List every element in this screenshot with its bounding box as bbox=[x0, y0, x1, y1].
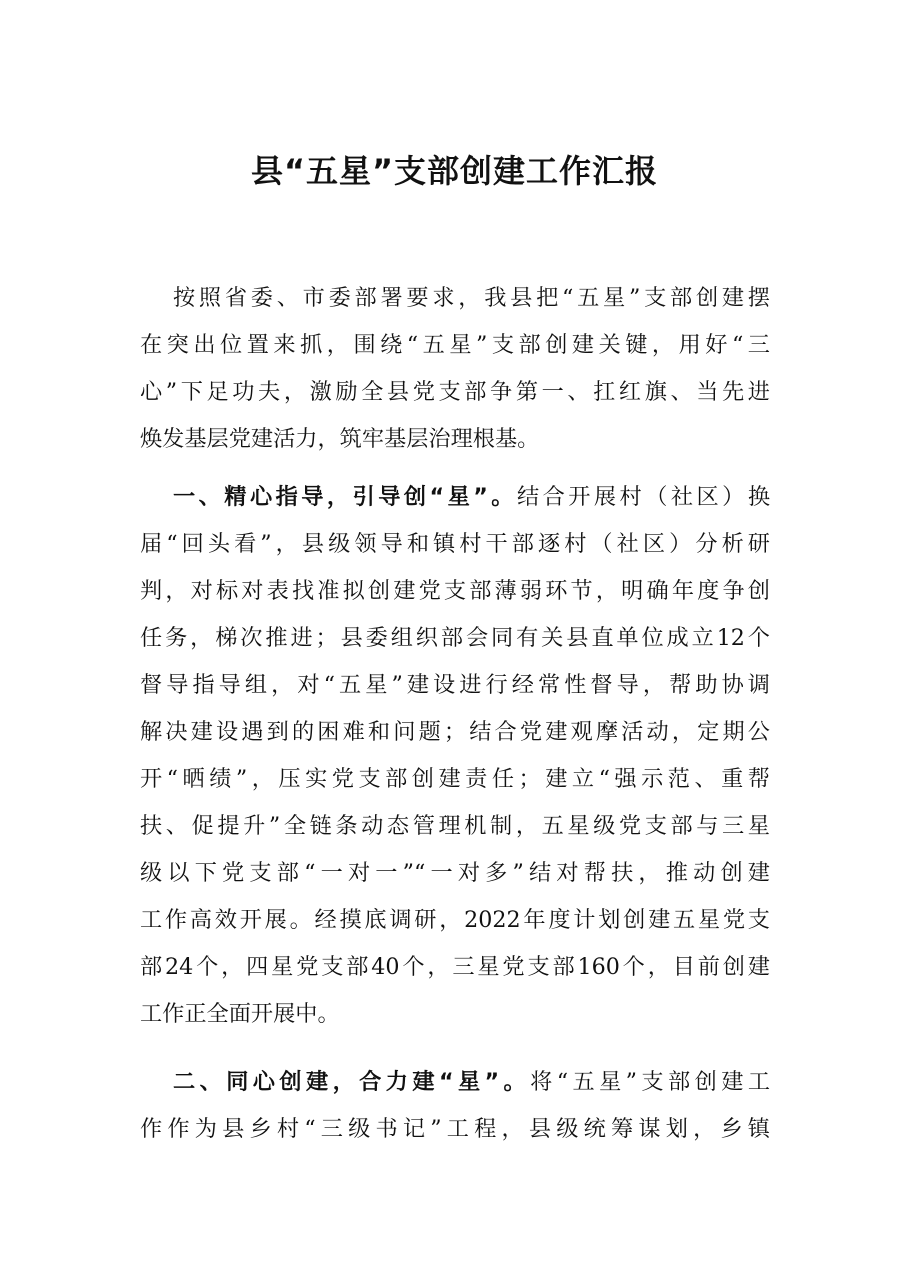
section-1-first-line bbox=[173, 474, 770, 521]
section-2-first-line-text: 将“五星”支部创建工 bbox=[530, 1069, 771, 1095]
section-1-heading: 一、精心指导，引导创“星”。 bbox=[173, 484, 517, 510]
section-1-line: 判，对标对表找准拟创建党支部薄弱环节，明确年度争创 bbox=[140, 578, 770, 604]
section-2-heading: 二、同心创建，合力建“星”。 bbox=[173, 1069, 531, 1095]
section-1-line: 任务，梯次推进；县委组织部会同有关县直单位成立12个 bbox=[140, 625, 770, 651]
section-1-line: 工作高效开展。经摸底调研，2022年度计划创建五星党支 bbox=[140, 907, 770, 933]
intro-line: 按照省委、市委部署要求，我县把“五星”支部创建摆 bbox=[173, 285, 770, 311]
section-1-line: 解决建设遇到的困难和问题；结合党建观摩活动，定期公 bbox=[140, 719, 770, 745]
section-2-first-line bbox=[173, 1059, 770, 1106]
document-title: 县“五星”支部创建工作汇报 bbox=[250, 152, 659, 190]
section-1-line: 届“回头看”，县级领导和镇村干部逐村（社区）分析研 bbox=[140, 531, 770, 557]
section-1-line: 扶、促提升”全链条动态管理机制，五星级党支部与三星 bbox=[140, 813, 770, 839]
section-1-line: 督导指导组，对“五星”建设进行经常性督导，帮助协调 bbox=[140, 672, 770, 698]
section-1-line: 开“晒绩”，压实党支部创建责任；建立“强示范、重帮 bbox=[140, 766, 770, 792]
section-2-line: 作作为县乡村“三级书记”工程，县级统筹谋划，乡镇 bbox=[140, 1116, 770, 1142]
section-1-line: 部24个，四星党支部40个，三星党支部160个，目前创建 bbox=[140, 954, 770, 980]
intro-line: 在突出位置来抓，围绕“五星”支部创建关键，用好“三 bbox=[140, 332, 770, 358]
intro-line: 焕发基层党建活力，筑牢基层治理根基。 bbox=[140, 426, 540, 452]
section-1-first-line-text: 结合开展村（社区）换 bbox=[516, 484, 771, 510]
section-1-line: 级以下党支部“一对一”“一对多”结对帮扶，推动创建 bbox=[140, 860, 770, 886]
section-1-line: 工作正全面开展中。 bbox=[140, 1001, 340, 1027]
intro-line: 心”下足功夫，激励全县党支部争第一、扛红旗、当先进 bbox=[140, 379, 770, 405]
